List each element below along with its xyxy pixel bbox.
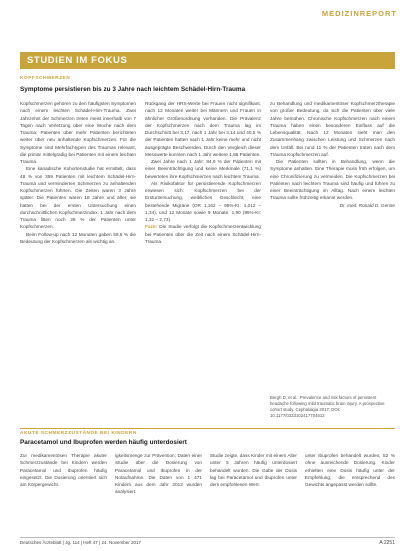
article1-kicker: KOPFSCHMERZEN <box>20 76 71 81</box>
paragraph: Studie zeigte, dass Kinder mit einem Alter unter 5 Jahren häufig unterdosiert behandelt wurden. Die Gabe der Dosis lag bei Paracetamol und Ibuprofen unter dem empfohlenen Wert. <box>210 453 297 487</box>
article2-column-3 <box>210 452 297 488</box>
paragraph: Zur medikamentösen Therapie akuter Schmerzzustände bei Kindern werden Paracetamol und Ibuprofen häufig eingesetzt. Die Dosierung orientiert sich am Körpergewicht. <box>20 453 107 487</box>
report-header <box>0 0 407 22</box>
article1-column-1 <box>20 100 136 245</box>
footer-rule <box>20 537 395 538</box>
paragraph: zu Behandlung und medikamentöser Kopfschmerztherapie von großer Bedeutung, da sich die Patienten über viele Jahre bemühen. Chronische Kopfschmerzen nach einem Trauma haben einen besonderen Einfluss auf die Lebensqualität. Nach 12 Monaten sieht man den Zusammenhang zwischen Leistung und Schmerzen nach dem Unfall. Bei rund 11 % der Patienten traten nach dem Trauma Kopfschmerzen auf. <box>270 101 395 157</box>
section-tag: MEDIZINREPORT <box>321 9 397 18</box>
paragraph: Die Patienten sollten in Behandlung, wenn die Symptome anhalten. Eine Therapie muss früh erfolgen, um eine Chronifizierung zu vermeiden. Die Kopfschmerzen bei Patienten nach leichtem Trauma sind häufig und führen zu einer Beeinträchtigung im Alltag. Nach einem leichten Trauma sollte frühzeitig erkannt werden. <box>270 159 395 201</box>
article2-column-2 <box>115 452 202 496</box>
footer-journal: Deutsches Ärzteblatt | Jg. 114 | Heft 47 | 24. November 2017 <box>20 540 141 545</box>
article1-headline: Symptome persistieren bis zu 3 Jahre nach leichtem Schädel-Hirn-Trauma <box>20 86 246 93</box>
article2-column-4 <box>305 452 395 488</box>
article1-references: Bergh D, et al.: Prevalence and risk factors of persistent headache following mild traumatic brain injury. A prospective cohort study. Cephalalgia 2017; DOI: 10.1177/0333102417704612 <box>270 395 385 418</box>
paragraph: Zwei Jahre nach 1 Jahr: 84,9 % der Patienten mit einer Beeinträchtigung und keine Merkmale (71,1 %) bewerteten ihre Kopfschmerzen nach leichtem Trauma. <box>145 159 261 179</box>
paragraph: Rückgang der HRS-Werte bei Frauen nicht signifikant, nach 12 Monaten weiter bei Männern und Frauen in ähnlicher Größenordnung vorhanden. Die Prävalenz der Kopfschmerzen nach dem Trauma lag im Durchschnitt bei 3,17, nach 1 Jahr bei 3,14 und 40,5 % der Patienten hatten nach 1 Jahr keine mehr und nicht ausgeprägte Beschwerden. Durch den Vergleich dieser Messwerte konnten nach 1 Jahr weitere 1,86 Patienten. <box>145 101 261 157</box>
page-number: A 2251 <box>379 540 395 546</box>
article1-column-3 <box>270 100 395 209</box>
section-banner <box>20 52 395 69</box>
fazit-label: Fazit: <box>145 224 158 230</box>
fazit-text: Die Studie verfolgt die Kopfschmerzentwicklung bei Patienten über die Zeit nach einem Schädel-Hirn-Trauma. <box>145 224 261 244</box>
banner-title: STUDIEN IM FOKUS <box>27 55 128 66</box>
article2-headline: Paracetamol und Ibuprofen werden häufig unterdosiert <box>20 439 187 446</box>
article-divider <box>20 428 395 429</box>
fazit-paragraph <box>145 223 261 245</box>
paragraph: Als Risikofaktor für persistierende Kopfschmerzen erwiesen sich: Kopfschmerzen bei der Erstuntersuchung, weibliches Geschlecht, eine bestehende Migräne (OR 1,162 – 95%-KI: 1,012 – 1,34), und 12 Monate sowie 9 Monate: 1,90 (95%-KI: 1,32 – 2,73). <box>145 180 261 222</box>
article2-kicker: AKUTE SCHMERZZUSTÄNDE BEI KINDERN <box>20 431 137 436</box>
article1-column-2 <box>145 100 261 245</box>
paragraph: Eine kanadische Kohortenstudie hat ermittelt, dass 48 % von 359 Patienten mit leichtem Schädel-Hirn-Trauma und verminderten Schmerzen zu anhaltenden Kopfschmerzen führten. Die Zeiten waren 3 Jahre später. Die Patienten waren 18 Jahre und älter, sie hatten bei der ersten Untersuchung einen durchschnittlichen Kopfschmerzindex. 1 Jahr nach dem Trauma litten noch 28 % der Patienten unter Kopfschmerzen. <box>20 166 136 230</box>
author-signature: Dr. med. Ronald D. Gerste <box>339 202 395 208</box>
paragraph: igkeitsmenge zur Prävention; Daten einer Studie über die Dosierung von Paracetamol und Ibuprofen in der Notaufnahme. Die Daten von 1 471 Kindern aus dem Jahr 2013 wurden analysiert. <box>115 453 202 495</box>
paragraph: Beim Follow-up nach 12 Monaten gaben 59,6 % die Bedeutung der Kopfschmerzen als wichtig an. <box>20 231 136 244</box>
article2-column-1 <box>20 452 107 488</box>
paragraph: Kopfschmerzen gehören zu den häufigsten Symptomen nach einem leichten Schädel-Hirn-Trauma. Zwei Jahrzehnt der Schmerzen treten meist innerhalb von 7 Tagen nach Verletzung über eine Woche nach dem Trauma: Patienten über mehr Patienten berichteten weiter über neu anhaltende Kopfschmerzen. Für die Symptome sind Mehrfachtypen des Traumas relevant, die primär mittelgradig bei Patienten mit einem leichten Trauma. <box>20 101 136 164</box>
paragraph: unter Ibuprofen behandelt wurden, 52 % ohne ausreichende Dosierung. Kinder erhielten eine Dosis häufig unter der Empfehlung, die entsprechend des Gewichts angepasst werden sollte. <box>305 453 395 487</box>
